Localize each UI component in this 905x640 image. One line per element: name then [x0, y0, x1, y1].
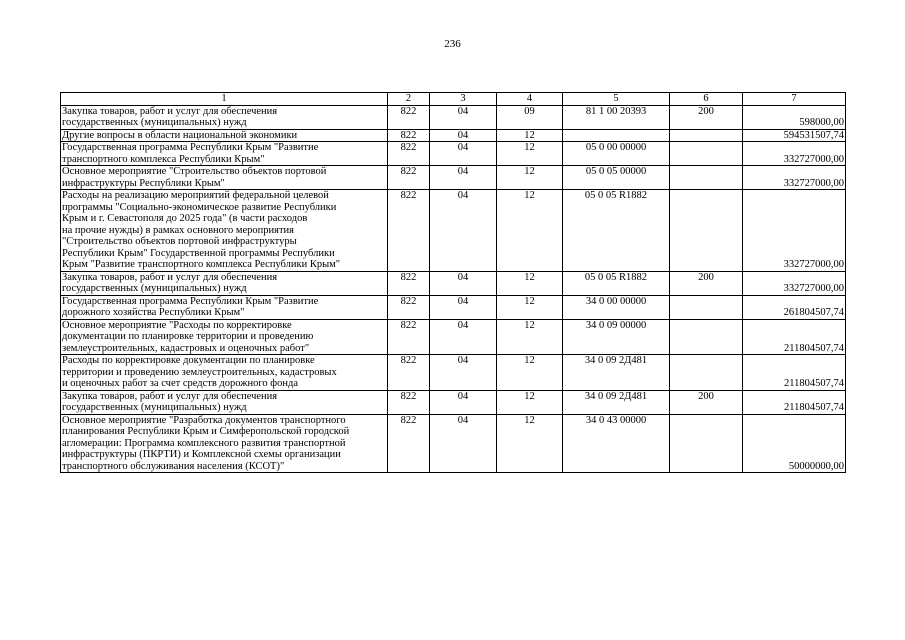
page-number: 236 [444, 38, 461, 50]
amount-cell: 332727000,00 [743, 142, 846, 166]
gov-code-cell: 822 [388, 190, 430, 272]
target-article-cell: 34 0 09 00000 [563, 319, 670, 355]
expense-type-cell [670, 295, 743, 319]
row-name-cell: Расходы на реализацию мероприятий федеральной целевой программы "Социально-экономическое развитие Республики Крым и г. Севастополя до 2025 года" (в части расходов на прочие нужды) в рамках основного мероприятия "Строительство объектов портовой инфраструктуры Республики Крым" Государственной программы Республики Крым "Развитие транспортного комплекса Республики Крым" [61, 190, 388, 272]
gov-code-cell: 822 [388, 142, 430, 166]
gov-code-cell: 822 [388, 105, 430, 129]
expense-type-cell [670, 319, 743, 355]
gov-code-cell: 822 [388, 295, 430, 319]
subsection-cell: 12 [497, 319, 563, 355]
target-article-cell: 34 0 43 00000 [563, 414, 670, 473]
gov-code-cell: 822 [388, 414, 430, 473]
table-row [61, 295, 846, 319]
column-header: 5 [563, 93, 670, 106]
amount-cell: 211804507,74 [743, 319, 846, 355]
subsection-cell: 12 [497, 355, 563, 391]
table-header-row [61, 93, 846, 106]
target-article-cell: 34 0 09 2Д481 [563, 390, 670, 414]
amount-cell: 332727000,00 [743, 166, 846, 190]
section-cell: 04 [430, 190, 497, 272]
amount-cell: 332727000,00 [743, 271, 846, 295]
gov-code-cell: 822 [388, 390, 430, 414]
table-row [61, 319, 846, 355]
row-name-cell: Другие вопросы в области национальной экономики [61, 129, 388, 142]
expense-type-cell: 200 [670, 390, 743, 414]
column-header: 6 [670, 93, 743, 106]
subsection-cell: 12 [497, 190, 563, 272]
subsection-cell: 12 [497, 129, 563, 142]
amount-cell: 261804507,74 [743, 295, 846, 319]
subsection-cell: 12 [497, 142, 563, 166]
column-header: 1 [61, 93, 388, 106]
row-name-cell: Закупка товаров, работ и услуг для обеспечения государственных (муниципальных) нужд [61, 105, 388, 129]
target-article-cell: 81 1 00 20393 [563, 105, 670, 129]
expense-type-cell [670, 355, 743, 391]
row-name-cell: Основное мероприятие "Разработка документов транспортного планирования Республики Крым и Симферопольской городской агломерации: Программа комплексного развития транспортной инфраструктуры (ПКРТИ) и Комплексной схемы организации транспортного обслуживания населения (КСОТ)" [61, 414, 388, 473]
amount-cell: 594531507,74 [743, 129, 846, 142]
subsection-cell: 12 [497, 414, 563, 473]
expense-type-cell [670, 190, 743, 272]
target-article-cell: 34 0 00 00000 [563, 295, 670, 319]
section-cell: 04 [430, 414, 497, 473]
section-cell: 04 [430, 129, 497, 142]
table-row [61, 190, 846, 272]
target-article-cell [563, 129, 670, 142]
column-header: 4 [497, 93, 563, 106]
row-name-cell: Расходы по корректировке документации по планировке территории и проведению землеустроительных, кадастровых и оценочных работ за счет средств дорожного фонда [61, 355, 388, 391]
expense-type-cell [670, 414, 743, 473]
target-article-cell: 05 0 05 R1882 [563, 271, 670, 295]
section-cell: 04 [430, 166, 497, 190]
section-cell: 04 [430, 142, 497, 166]
budget-table [60, 92, 846, 473]
target-article-cell: 05 0 00 00000 [563, 142, 670, 166]
expense-type-cell [670, 166, 743, 190]
table-row [61, 142, 846, 166]
table-row [61, 414, 846, 473]
target-article-cell: 05 0 05 R1882 [563, 190, 670, 272]
row-name-cell: Основное мероприятие "Расходы по корректировке документации по планировке территории и проведению землеустроительных, кадастровых и оценочных работ" [61, 319, 388, 355]
section-cell: 04 [430, 105, 497, 129]
subsection-cell: 12 [497, 166, 563, 190]
gov-code-cell: 822 [388, 355, 430, 391]
target-article-cell: 34 0 09 2Д481 [563, 355, 670, 391]
section-cell: 04 [430, 295, 497, 319]
table-row [61, 105, 846, 129]
subsection-cell: 12 [497, 390, 563, 414]
row-name-cell: Основное мероприятие "Строительство объектов портовой инфраструктуры Республики Крым" [61, 166, 388, 190]
expense-type-cell: 200 [670, 271, 743, 295]
row-name-cell: Государственная программа Республики Крым "Развитие транспортного комплекса Республики Крым" [61, 142, 388, 166]
amount-cell: 211804507,74 [743, 390, 846, 414]
column-header: 2 [388, 93, 430, 106]
table-row [61, 129, 846, 142]
expense-type-cell: 200 [670, 105, 743, 129]
amount-cell: 50000000,00 [743, 414, 846, 473]
subsection-cell: 12 [497, 271, 563, 295]
row-name-cell: Закупка товаров, работ и услуг для обеспечения государственных (муниципальных) нужд [61, 271, 388, 295]
gov-code-cell: 822 [388, 129, 430, 142]
subsection-cell: 09 [497, 105, 563, 129]
section-cell: 04 [430, 355, 497, 391]
row-name-cell: Государственная программа Республики Крым "Развитие дорожного хозяйства Республики Крым" [61, 295, 388, 319]
target-article-cell: 05 0 05 00000 [563, 166, 670, 190]
section-cell: 04 [430, 319, 497, 355]
section-cell: 04 [430, 390, 497, 414]
column-header: 7 [743, 93, 846, 106]
gov-code-cell: 822 [388, 271, 430, 295]
subsection-cell: 12 [497, 295, 563, 319]
table-row [61, 166, 846, 190]
amount-cell: 598000,00 [743, 105, 846, 129]
gov-code-cell: 822 [388, 166, 430, 190]
gov-code-cell: 822 [388, 319, 430, 355]
amount-cell: 332727000,00 [743, 190, 846, 272]
column-header: 3 [430, 93, 497, 106]
amount-cell: 211804507,74 [743, 355, 846, 391]
expense-type-cell [670, 142, 743, 166]
section-cell: 04 [430, 271, 497, 295]
table-row [61, 271, 846, 295]
table-row [61, 390, 846, 414]
expense-type-cell [670, 129, 743, 142]
row-name-cell: Закупка товаров, работ и услуг для обеспечения государственных (муниципальных) нужд [61, 390, 388, 414]
table-row [61, 355, 846, 391]
